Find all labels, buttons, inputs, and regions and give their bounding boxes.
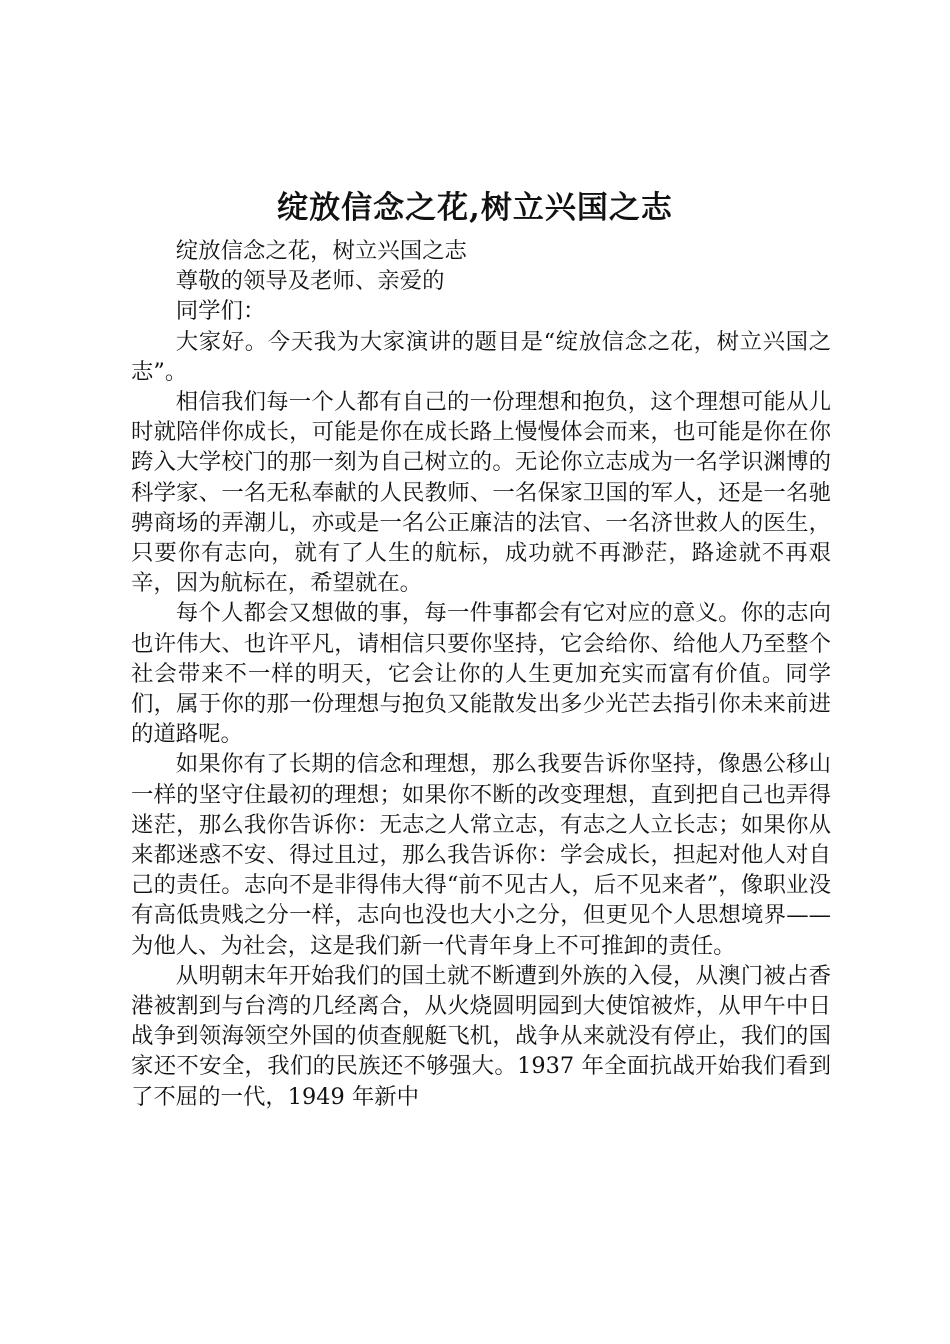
- paragraph-heading-repeat: 绽放信念之花，树立兴国之志: [175, 238, 467, 264]
- document-body: [131, 236, 831, 1112]
- paragraph-ideals: 相信我们每一个人都有自己的一份理想和抱负，这个理想可能从儿时就陪伴你成长，可能是你在成长路上慢慢体会而来，也可能是你在你跨入大学校门的那一刻为自己树立的。无论你立志成为一名学识渊博的科学家、一名无私奉献的人民教师、一名保家卫国的军人，还是一名驰骋商场的弄潮儿，亦或是一名公正廉洁的法官、一名济世救人的医生，只要你有志向，就有了人生的航标，成功就不再渺茫，路途就不再艰辛，因为航标在，希望就在。: [131, 389, 831, 597]
- document-title: 绽放信念之花,树立兴国之志: [277, 190, 673, 226]
- paragraph-persistence: 如果你有了长期的信念和理想，那么我要告诉你坚持，像愚公移山一样的坚守住最初的理想；如果你不断的改变理想，直到把自己也弄得迷茫，那么我你告诉你：无志之人常立志，有志之人立长志；如果你从来都迷惑不安、得过且过，那么我告诉你：学会成长，担起对他人对自己的责任。志向不是非得伟大得“前不见古人，后不见来者”，像职业没有高低贵贱之分一样，志向也没也大小之分，但更见个人思想境界——为他人、为社会，这是我们新一代青年身上不可推卸的责任。: [131, 751, 831, 959]
- paragraph-history: 从明朝末年开始我们的国土就不断遭到外族的入侵，从澳门被占香港被割到与台湾的几经离合，从火烧圆明园到大使馆被炸，从甲午中日战争到领海领空外国的侦查舰艇飞机，战争从来就没有停止，我们的国家还不安全，我们的民族还不够强大。1937 年全面抗战开始我们看到了不屈的一代，1949 年新中: [131, 962, 831, 1110]
- paragraph-salutation: 尊敬的领导及老师、亲爱的: [175, 268, 445, 295]
- paragraph-greeting: 大家好。今天我为大家演讲的题目是“绽放信念之花，树立兴国之志”。: [131, 328, 831, 385]
- paragraph-meaning: 每个人都会又想做的事，每一件事都会有它对应的意义。你的志向也许伟大、也许平凡，请相信只要你坚持，它会给你、给他人乃至整个社会带来不一样的明天，它会让你的人生更加充实而富有价值。同学们，属于你的那一份理想与抱负又能散发出多少光芒去指引你未来前进的道路呢。: [131, 600, 831, 748]
- paragraph-salutation-cont: 同学们：: [175, 298, 266, 325]
